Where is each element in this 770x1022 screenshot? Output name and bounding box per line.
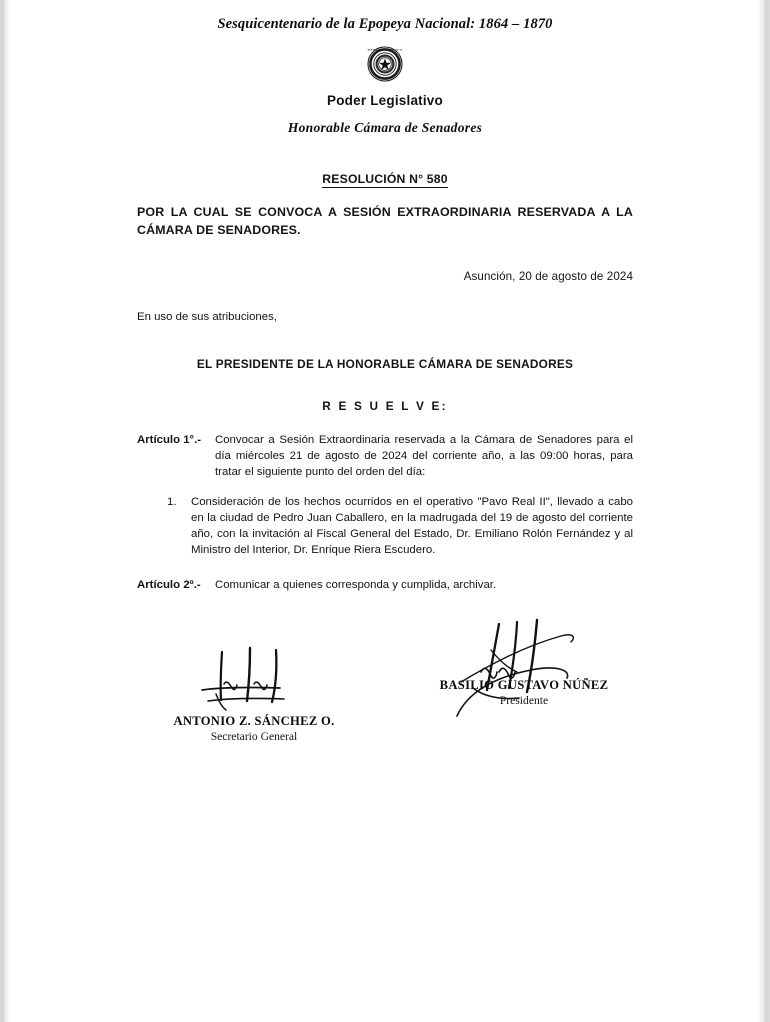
article-1 — [137, 433, 633, 480]
agenda-item-1 — [137, 495, 633, 559]
signature-area — [137, 620, 633, 750]
issuing-authority: EL PRESIDENTE DE LA HONORABLE CÁMARA DE SENADORES — [196, 357, 574, 372]
legislative-branch-label: Poder Legislativo — [327, 93, 443, 108]
resolution-title-text: RESOLUCIÓN N° 580 — [322, 172, 448, 186]
handwritten-signature-icon — [409, 620, 639, 678]
commemorative-line: Sesquicentenario de la Epopeya Nacional: 1864 – 1870 — [217, 16, 553, 32]
agenda-item-1-number: 1. — [167, 496, 177, 509]
signature-stroke-secretary — [164, 644, 344, 714]
secretary-role: Secretario General — [210, 730, 298, 744]
svg-text:REPÚBLICA DEL PARAGUAY: REPÚBLICA DEL PARAGUAY — [367, 48, 403, 52]
preamble-text: En uso de sus atribuciones, — [137, 311, 277, 324]
signature-block-president — [409, 620, 639, 707]
document-page — [14, 0, 756, 1022]
seal-container — [14, 46, 756, 82]
resolution-subject: POR LA CUAL SE CONVOCA A SESIÓN EXTRAORDINARIA RESERVADA A LA CÁMARA DE SENADORES. — [137, 205, 633, 237]
article-2-text: Comunicar a quienes corresponda y cumplida, archivar. — [215, 579, 497, 592]
place-and-date: Asunción, 20 de agosto de 2024 — [463, 270, 633, 284]
scan-edge-left — [0, 0, 14, 1022]
paraguay-coat-of-arms-seal-icon — [367, 46, 403, 82]
article-1-label: Artículo 1°.- — [137, 434, 202, 447]
agenda-item-1-text: Consideración de los hechos ocurridos en el operativo "Pavo Real II", llevado a cabo en la ciudad de Pedro Juan Caballero, en la madrugada del 19 de agosto del corriente año, con la invitación al Fiscal General del Estado, Dr. Emiliano Rolón Fernández y al Ministro del Interior, Dr. Enrique Riera Escudero. — [191, 496, 633, 557]
president-role: Presidente — [499, 694, 549, 708]
article-2-label: Artículo 2º.- — [137, 579, 201, 592]
signature-block-secretary — [139, 644, 369, 743]
article-1-text: Convocar a Sesión Extraordinaria reservada a la Cámara de Senadores para el día miércoles 21 de agosto de 2024 del corriente año, a las 09:00 horas, para tratar el siguiente punto del orden del día: — [215, 434, 633, 478]
document-body — [137, 172, 633, 750]
document-header — [14, 0, 756, 136]
enactment-clause: R E S U E L V E: — [322, 399, 448, 414]
scan-edge-right — [756, 0, 770, 1022]
handwritten-signature-icon — [139, 644, 369, 714]
chamber-label: Honorable Cámara de Senadores — [287, 120, 483, 135]
secretary-name: ANTONIO Z. SÁNCHEZ O. — [173, 714, 335, 729]
article-2 — [137, 578, 633, 594]
president-name: BASILIO GUSTAVO NÚÑEZ — [439, 678, 609, 693]
resolution-title — [137, 172, 633, 186]
